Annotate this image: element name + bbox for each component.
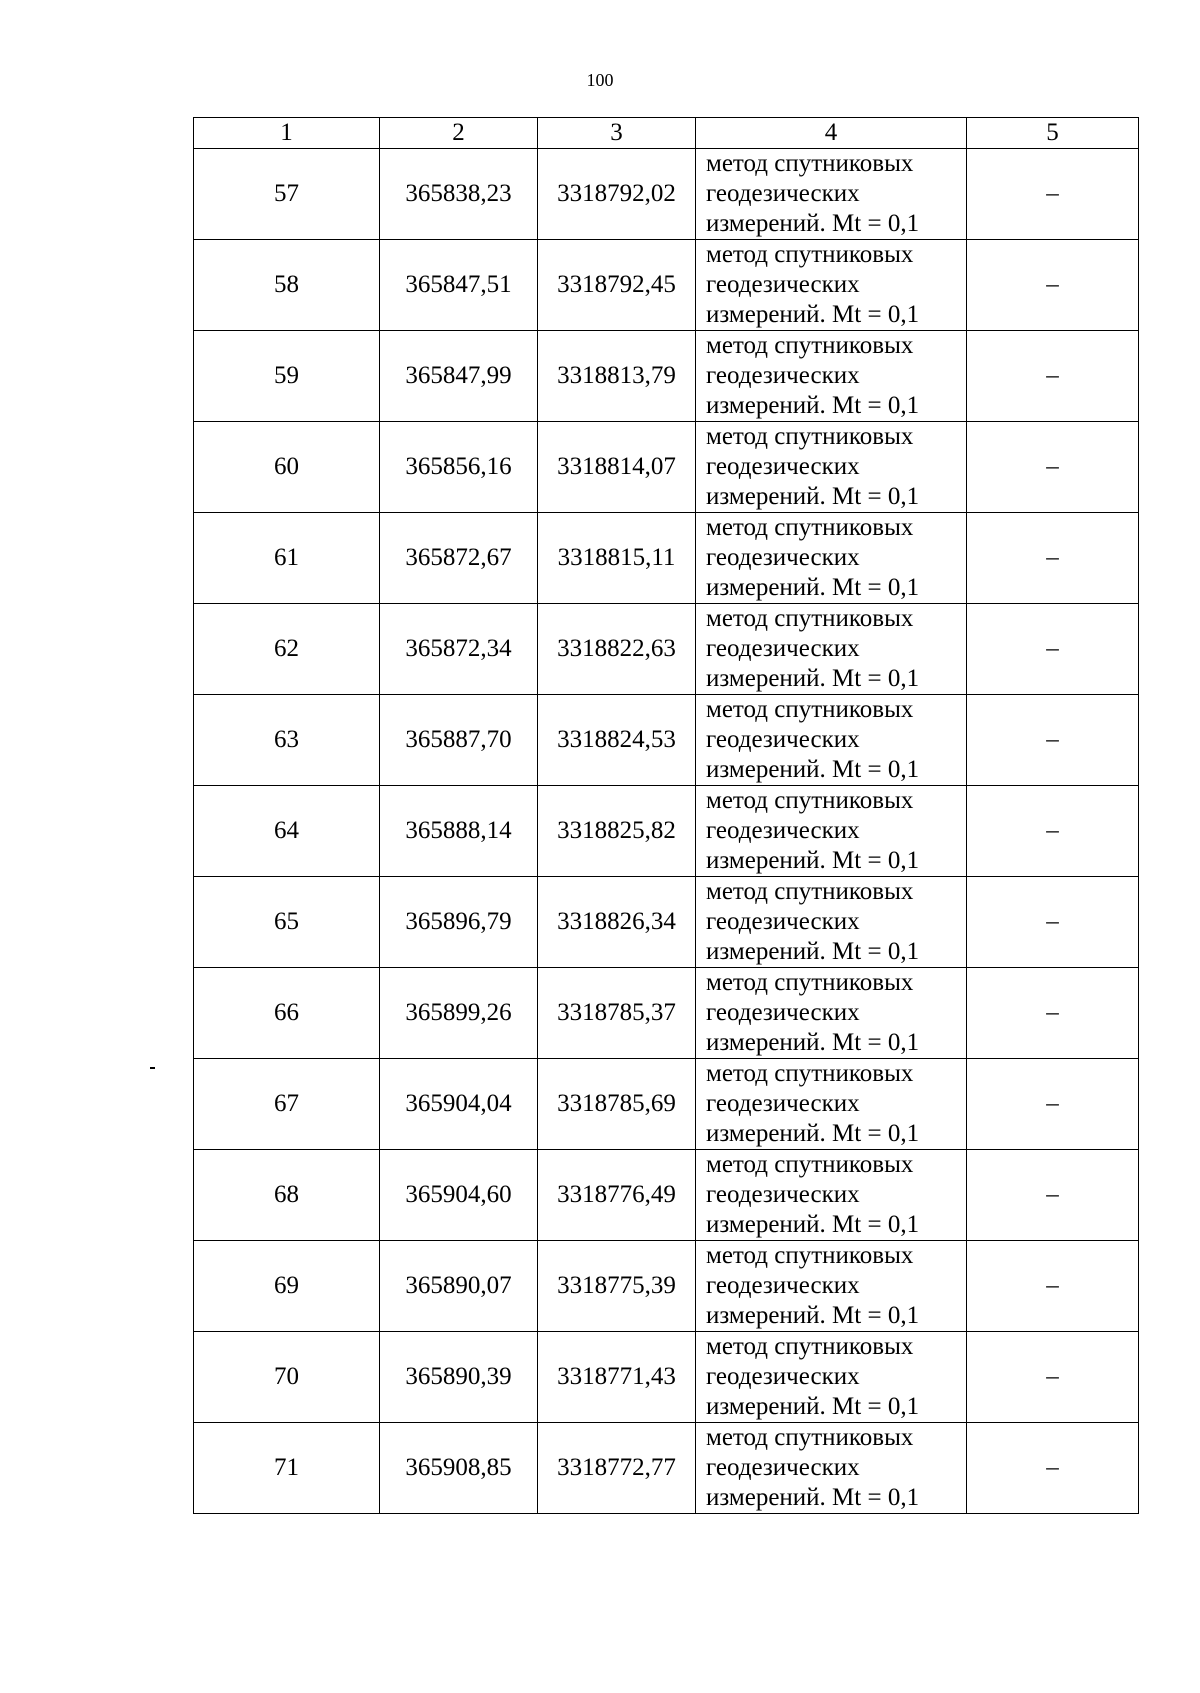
method-cell xyxy=(696,786,967,877)
point-number-cell: 68 xyxy=(194,1150,380,1241)
method-cell xyxy=(696,1423,967,1514)
x-coordinate-cell: 365888,14 xyxy=(380,786,538,877)
method-cell xyxy=(696,968,967,1059)
x-coordinate-cell: 365856,16 xyxy=(380,422,538,513)
method-text-line: геодезических xyxy=(706,1363,860,1390)
method-cell xyxy=(696,1150,967,1241)
method-text-line: геодезических xyxy=(706,544,860,571)
point-number-cell: 58 xyxy=(194,240,380,331)
column-5-cell: – xyxy=(967,513,1139,604)
column-5-cell: – xyxy=(967,968,1139,1059)
table-row xyxy=(194,331,1139,422)
method-text-line: измерений. Mt = 0,1 xyxy=(706,1484,920,1511)
method-text-line: измерений. Mt = 0,1 xyxy=(706,574,920,601)
y-coordinate-cell: 3318792,45 xyxy=(538,240,696,331)
x-coordinate-cell: 365847,51 xyxy=(380,240,538,331)
method-text-line: геодезических xyxy=(706,271,860,298)
y-coordinate-cell: 3318815,11 xyxy=(538,513,696,604)
method-text-line: геодезических xyxy=(706,817,860,844)
x-coordinate-cell: 365887,70 xyxy=(380,695,538,786)
table-row xyxy=(194,513,1139,604)
table-row xyxy=(194,877,1139,968)
coordinates-table xyxy=(193,117,1139,1514)
method-text-line: измерений. Mt = 0,1 xyxy=(706,756,920,783)
table-row xyxy=(194,422,1139,513)
column-5-cell: – xyxy=(967,1150,1139,1241)
method-cell xyxy=(696,422,967,513)
table-row xyxy=(194,240,1139,331)
method-cell xyxy=(696,240,967,331)
method-text-line: измерений. Mt = 0,1 xyxy=(706,392,920,419)
point-number-cell: 71 xyxy=(194,1423,380,1514)
method-text-line: измерений. Mt = 0,1 xyxy=(706,938,920,965)
column-header-1: 1 xyxy=(194,118,380,149)
method-text-line: геодезических xyxy=(706,1181,860,1208)
table-row xyxy=(194,1332,1139,1423)
column-5-cell: – xyxy=(967,1332,1139,1423)
table-row xyxy=(194,786,1139,877)
table-row xyxy=(194,695,1139,786)
x-coordinate-cell: 365847,99 xyxy=(380,331,538,422)
method-cell xyxy=(696,331,967,422)
y-coordinate-cell: 3318776,49 xyxy=(538,1150,696,1241)
method-text-line: метод спутниковых xyxy=(706,1151,914,1178)
method-text-line: метод спутниковых xyxy=(706,878,914,905)
x-coordinate-cell: 365899,26 xyxy=(380,968,538,1059)
x-coordinate-cell: 365890,07 xyxy=(380,1241,538,1332)
method-text-line: измерений. Mt = 0,1 xyxy=(706,1120,920,1147)
method-text-line: измерений. Mt = 0,1 xyxy=(706,1302,920,1329)
method-text-line: метод спутниковых xyxy=(706,1242,914,1269)
method-text-line: метод спутниковых xyxy=(706,1424,914,1451)
method-cell xyxy=(696,149,967,240)
method-text-line: измерений. Mt = 0,1 xyxy=(706,210,920,237)
method-text-line: измерений. Mt = 0,1 xyxy=(706,847,920,874)
method-text-line: метод спутниковых xyxy=(706,1333,914,1360)
x-coordinate-cell: 365908,85 xyxy=(380,1423,538,1514)
method-cell xyxy=(696,695,967,786)
point-number-cell: 67 xyxy=(194,1059,380,1150)
y-coordinate-cell: 3318813,79 xyxy=(538,331,696,422)
column-5-cell: – xyxy=(967,331,1139,422)
y-coordinate-cell: 3318775,39 xyxy=(538,1241,696,1332)
y-coordinate-cell: 3318814,07 xyxy=(538,422,696,513)
method-cell xyxy=(696,1332,967,1423)
x-coordinate-cell: 365904,60 xyxy=(380,1150,538,1241)
table-row xyxy=(194,149,1139,240)
y-coordinate-cell: 3318822,63 xyxy=(538,604,696,695)
y-coordinate-cell: 3318826,34 xyxy=(538,877,696,968)
table-row xyxy=(194,1150,1139,1241)
y-coordinate-cell: 3318772,77 xyxy=(538,1423,696,1514)
method-text-line: метод спутниковых xyxy=(706,969,914,996)
y-coordinate-cell: 3318771,43 xyxy=(538,1332,696,1423)
column-5-cell: – xyxy=(967,786,1139,877)
method-text-line: измерений. Mt = 0,1 xyxy=(706,665,920,692)
method-text-line: геодезических xyxy=(706,453,860,480)
point-number-cell: 65 xyxy=(194,877,380,968)
point-number-cell: 63 xyxy=(194,695,380,786)
point-number-cell: 69 xyxy=(194,1241,380,1332)
column-5-cell: – xyxy=(967,149,1139,240)
table-body xyxy=(194,149,1139,1514)
x-coordinate-cell: 365904,04 xyxy=(380,1059,538,1150)
method-text-line: геодезических xyxy=(706,1272,860,1299)
point-number-cell: 62 xyxy=(194,604,380,695)
x-coordinate-cell: 365838,23 xyxy=(380,149,538,240)
method-text-line: геодезических xyxy=(706,180,860,207)
table-row xyxy=(194,604,1139,695)
method-text-line: метод спутниковых xyxy=(706,1060,914,1087)
column-header-4: 4 xyxy=(696,118,967,149)
x-coordinate-cell: 365896,79 xyxy=(380,877,538,968)
y-coordinate-cell: 3318785,37 xyxy=(538,968,696,1059)
page-number: 100 xyxy=(586,70,614,90)
point-number-cell: 66 xyxy=(194,968,380,1059)
method-text-line: измерений. Mt = 0,1 xyxy=(706,483,920,510)
table-row xyxy=(194,968,1139,1059)
y-coordinate-cell: 3318792,02 xyxy=(538,149,696,240)
table-header-row xyxy=(194,118,1139,149)
margin-mark xyxy=(150,1067,155,1069)
column-5-cell: – xyxy=(967,1059,1139,1150)
method-text-line: метод спутниковых xyxy=(706,150,914,177)
table-row xyxy=(194,1423,1139,1514)
method-text-line: измерений. Mt = 0,1 xyxy=(706,301,920,328)
column-5-cell: – xyxy=(967,877,1139,968)
method-text-line: геодезических xyxy=(706,362,860,389)
method-text-line: метод спутниковых xyxy=(706,241,914,268)
x-coordinate-cell: 365872,34 xyxy=(380,604,538,695)
point-number-cell: 59 xyxy=(194,331,380,422)
y-coordinate-cell: 3318785,69 xyxy=(538,1059,696,1150)
column-5-cell: – xyxy=(967,695,1139,786)
x-coordinate-cell: 365890,39 xyxy=(380,1332,538,1423)
method-cell xyxy=(696,877,967,968)
point-number-cell: 70 xyxy=(194,1332,380,1423)
table-row xyxy=(194,1241,1139,1332)
method-text-line: измерений. Mt = 0,1 xyxy=(706,1211,920,1238)
method-text-line: метод спутниковых xyxy=(706,696,914,723)
column-5-cell: – xyxy=(967,1423,1139,1514)
method-text-line: метод спутниковых xyxy=(706,332,914,359)
y-coordinate-cell: 3318824,53 xyxy=(538,695,696,786)
point-number-cell: 57 xyxy=(194,149,380,240)
method-text-line: измерений. Mt = 0,1 xyxy=(706,1029,920,1056)
column-header-5: 5 xyxy=(967,118,1139,149)
method-text-line: метод спутниковых xyxy=(706,423,914,450)
column-5-cell: – xyxy=(967,604,1139,695)
method-cell xyxy=(696,1059,967,1150)
point-number-cell: 64 xyxy=(194,786,380,877)
method-text-line: геодезических xyxy=(706,635,860,662)
column-5-cell: – xyxy=(967,1241,1139,1332)
method-text-line: метод спутниковых xyxy=(706,514,914,541)
method-text-line: геодезических xyxy=(706,726,860,753)
method-text-line: геодезических xyxy=(706,999,860,1026)
column-5-cell: – xyxy=(967,422,1139,513)
method-cell xyxy=(696,604,967,695)
method-cell xyxy=(696,1241,967,1332)
x-coordinate-cell: 365872,67 xyxy=(380,513,538,604)
y-coordinate-cell: 3318825,82 xyxy=(538,786,696,877)
method-text-line: геодезических xyxy=(706,1454,860,1481)
method-text-line: геодезических xyxy=(706,908,860,935)
method-text-line: метод спутниковых xyxy=(706,605,914,632)
table-row xyxy=(194,1059,1139,1150)
column-header-2: 2 xyxy=(380,118,538,149)
method-text-line: измерений. Mt = 0,1 xyxy=(706,1393,920,1420)
method-cell xyxy=(696,513,967,604)
method-text-line: геодезических xyxy=(706,1090,860,1117)
method-text-line: метод спутниковых xyxy=(706,787,914,814)
point-number-cell: 60 xyxy=(194,422,380,513)
column-header-3: 3 xyxy=(538,118,696,149)
column-5-cell: – xyxy=(967,240,1139,331)
point-number-cell: 61 xyxy=(194,513,380,604)
